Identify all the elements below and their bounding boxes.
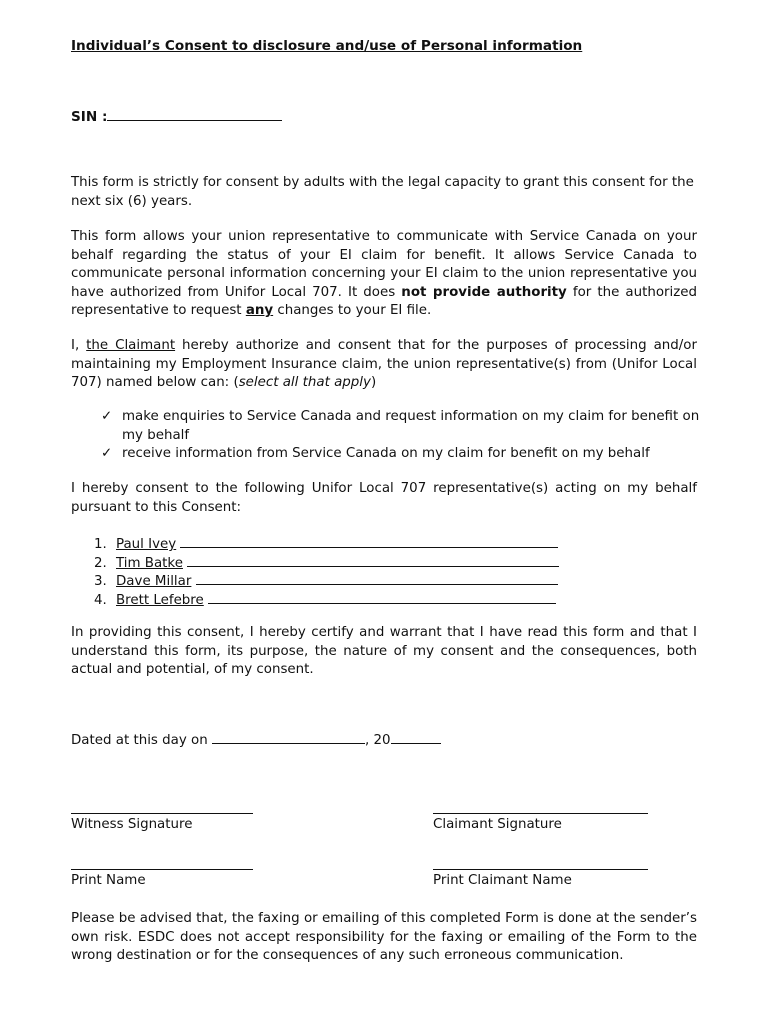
- claimant-signature-label: Claimant Signature: [433, 817, 562, 832]
- representative-line[interactable]: [196, 571, 558, 585]
- checkmark-icon: ✓: [101, 409, 113, 424]
- no-authority-emphasis: not provide authority: [401, 284, 567, 300]
- representative-item: 3. Dave Millar: [94, 571, 559, 590]
- print-name-label: Print Name: [71, 873, 146, 888]
- select-all-note: select all that apply: [238, 375, 371, 391]
- check-item-label: make enquiries to Service Canada and request information on my claim for benefit on my behalf: [122, 409, 700, 443]
- representative-item: 4. Brett Lefebre: [94, 590, 559, 609]
- dated-line: Dated at this day on , 20: [71, 730, 441, 751]
- representative-name: Tim Batke: [116, 555, 183, 571]
- representative-item: 2. Tim Batke: [94, 553, 559, 572]
- witness-signature-line[interactable]: [71, 813, 253, 814]
- disclaimer-paragraph: Please be advised that, the faxing or emailing of this completed Form is done at the sender’s own risk. ESDC does not accept responsibility for the faxing or emailing of the Form to the wrong destination or for the consequences of any such erroneous communication.: [71, 911, 697, 964]
- form-title: Individual’s Consent to disclosure and/use of Personal information: [71, 38, 583, 54]
- check-item[interactable]: [101, 408, 701, 445]
- year-input-line[interactable]: [391, 730, 441, 744]
- representative-name: Paul Ivey: [116, 537, 177, 552]
- representative-item: 1. Paul Ivey: [94, 534, 559, 553]
- checkmark-icon: ✓: [101, 446, 113, 462]
- permission-checklist: [101, 408, 701, 464]
- representatives-intro: I hereby consent to the following Unifor Local 707 representative(s) acting on my behalf pursuant to this Consent:: [71, 481, 697, 515]
- certification-paragraph: In providing this consent, I hereby certify and warrant that I have read this form and that I understand this form, its purpose, the nature of my consent and the consequences, both actual and potential, of my consent.: [71, 625, 697, 678]
- claimant-term: the Claimant: [86, 338, 176, 353]
- representatives-list: [94, 534, 559, 608]
- representative-line[interactable]: [187, 553, 559, 567]
- check-item-label: receive information from Service Canada on my claim for benefit on my behalf: [122, 446, 650, 462]
- sin-input-line[interactable]: [107, 107, 282, 121]
- representative-line[interactable]: [208, 590, 556, 604]
- intro-paragraph: This form is strictly for consent by adults with the legal capacity to grant this consent for the next six (6) years.: [71, 175, 694, 209]
- representative-name: Brett Lefebre: [116, 592, 204, 608]
- sin-label: SIN :: [71, 109, 108, 125]
- any-emphasis: any: [245, 303, 274, 319]
- print-claimant-name-line[interactable]: [433, 869, 648, 870]
- representative-name: Dave Millar: [116, 574, 192, 590]
- print-claimant-name-label: Print Claimant Name: [433, 873, 572, 888]
- sin-field: [71, 107, 282, 125]
- date-input-line[interactable]: [212, 730, 365, 744]
- representative-line[interactable]: [180, 534, 558, 548]
- check-item[interactable]: [101, 445, 701, 464]
- authorization-paragraph: I, the Claimant hereby authorize and consent that for the purposes of processing and/or maintaining my Employment Insurance claim, the union representative(s) from (Unifor Local 707) named below can: (select all that apply): [71, 338, 697, 391]
- witness-signature-label: Witness Signature: [71, 817, 193, 832]
- authority-paragraph: This form allows your union representative to communicate with Service Canada on your behalf regarding the status of your EI claim for benefit. It allows Service Canada to communicate personal information concerning your EI claim to the union representative you have authorized from Unifor Local 707. It does not provide authority for the authorized representative to request any changes to your EI file.: [71, 229, 698, 319]
- claimant-signature-line[interactable]: [433, 813, 648, 814]
- print-name-line[interactable]: [71, 869, 253, 870]
